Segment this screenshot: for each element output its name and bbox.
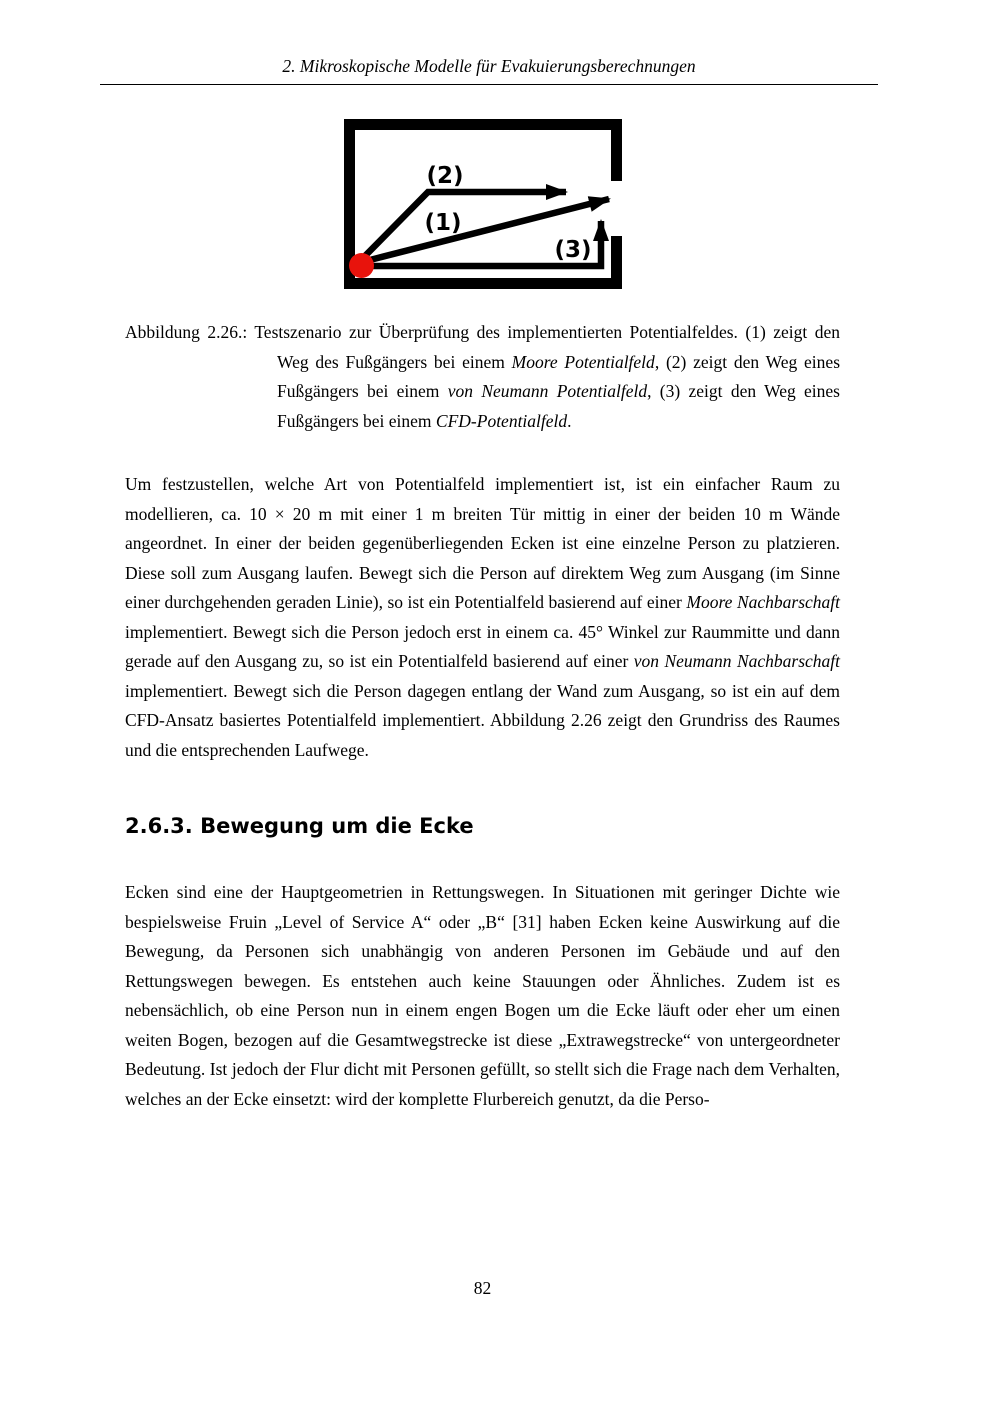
figure-caption-text: Testszenario zur Überprüfung des implementierten Potentialfeldes. (1) zeigt den Weg des Fußgängers bei einem Moore Potentialfeld, (2) zeigt den Weg eines Fußgängers bei einem von Neumann Potentialfeld, (3) zeigt den Weg eines Fußgängers bei einem CFD-Potentialfeld. [254,322,840,431]
path-label-moore: (1) [423,210,462,236]
path-label-von-neumann: (2) [425,163,464,189]
figure-caption [125,318,840,436]
paragraph-ecken: Ecken sind eine der Hauptgeometrien in Rettungswegen. In Situationen mit geringer Dichte wie bespielsweise Fruin „Level of Service A“ oder „B“ [31] haben Ecken keine Auswirkung auf die Bewegung, da Personen sich unabhängig von anderen Personen im Gebäude und auf den Rettungswegen bewegen. Es entstehen auch keine Stauungen oder Ähnliches. Zudem ist es nebensächlich, ob eine Person nun in einem engen Bogen um die Ecke läuft oder eher um einen weiten Bogen, bezogen auf die Gesamtwegstrecke ist diese „Extrawegstrecke“ von untergeordneter Bedeutung. Ist jedoch der Flur dicht mit Personen gefüllt, so stellt sich die Frage nach dem Verhalten, welches an der Ecke einsetzt: wird der komplette Flurbereich genutzt, da die Perso- [125,882,840,1109]
running-header: 2. Mikroskopische Modelle für Evakuierungsberechnungen [100,0,878,85]
page-number: 82 [473,1278,492,1298]
room-diagram [344,119,622,289]
figure-2-26 [125,119,840,289]
path-label-cfd: (3) [553,237,592,263]
paragraph-potentialfeld-test: Um festzustellen, welche Art von Potentialfeld implementiert ist, ist ein einfacher Raum zu modellieren, ca. 10 × 20 m mit einer 1 m breiten Tür mittig in einer der beiden 10 m Wände angeordnet. In einer der beiden gegenüberliegenden Ecken ist eine einzelne Person zu platzieren. Diese soll zum Ausgang laufen. Bewegt sich die Person auf direktem Weg zum Ausgang (im Sinne einer durchgehenden geraden Linie), so ist ein Potentialfeld basierend auf einer Moore Nachbarschaft implementiert. Bewegt sich die Person jedoch erst in einem ca. 45° Winkel zur Raummitte und dann gerade auf den Ausgang zu, so ist ein Potentialfeld basierend auf einer von Neumann Nachbarschaft implementiert. Bewegt sich die Person dagegen entlang der Wand zum Ausgang, so ist ein auf dem CFD-Ansatz basiertes Potentialfeld implementiert. Abbildung 2.26 zeigt den Grundriss des Raumes und die entsprechenden Laufwege. [125,474,841,760]
figure-caption-label: Abbildung 2.26.: [125,322,248,342]
path-von-neumann-arrow [362,192,566,259]
person-start-dot [349,253,374,278]
section-heading-2-6-3: 2.6.3. Bewegung um die Ecke [125,814,474,838]
text-block [125,119,840,1114]
